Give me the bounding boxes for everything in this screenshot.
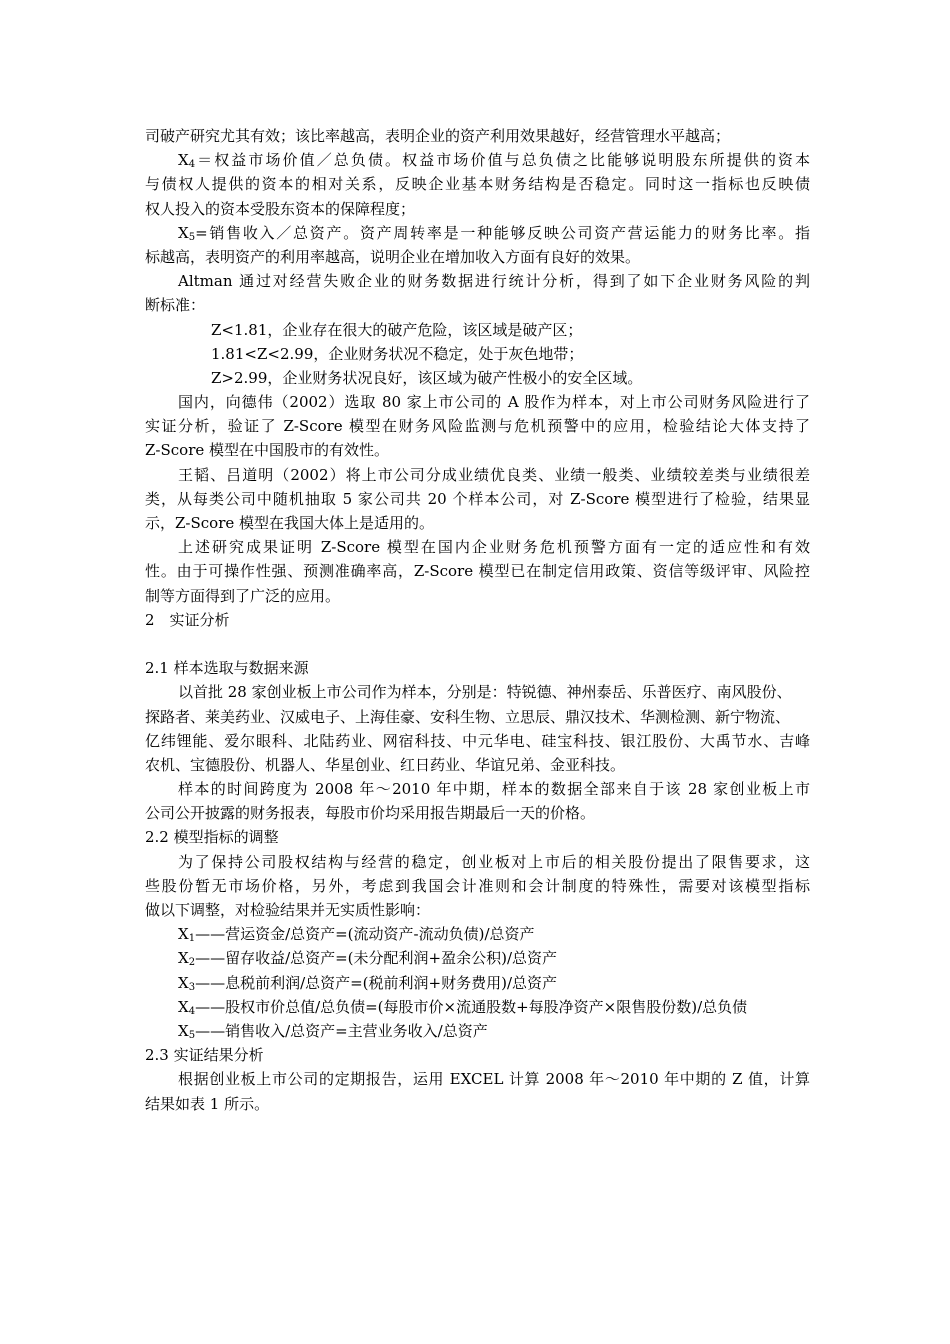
formula-x4: $X_4——$股权市价总值/总负债=(每股市价×流通股数+每股净资产×限售股份数)/总负债: [178, 997, 748, 1017]
paragraph-line: 公司公开披露的财务报表，每股市价均采用报告期最后一天的价格。: [145, 804, 596, 823]
variable-x4: $X_4$: [178, 151, 196, 171]
paragraph-line: 性。由于可操作性强、预测准确率高，Z-Score 模型已在制定信用政策、资信等级评审、风险控: [145, 562, 810, 581]
paragraph-line: 国内，向德伟（2002）选取 80 家上市公司的 A 股作为样本，对上市公司财务风险进行了: [178, 393, 810, 412]
paragraph-line: 结果如表 1 所示。: [145, 1094, 270, 1113]
paragraph-line: 做以下调整，对检验结果并无实质性影响：: [145, 901, 431, 919]
paragraph-line: 实证分析，验证了 Z-Score 模型在财务风险监测与危机预警中的应用，检验结论大体支持了: [145, 417, 810, 436]
paragraph-line: 王韬、吕道明（2002）将上市公司分成业绩优良类、业绩一般类、业绩较差类与业绩很差: [178, 465, 810, 484]
paragraph-line: 为了保持公司股权结构与经营的稳定，创业板对上市后的相关股份提出了限售要求，这: [178, 852, 810, 871]
paragraph-x5-line: $X_5=$销售收入／总资产。资产周转率是一种能够反映公司资产营运能力的财务比率。指: [178, 223, 810, 243]
paragraph-line: Altman 通过对经营失败企业的财务数据进行统计分析，得到了如下企业财务风险的判: [178, 272, 810, 291]
paragraph-line: 断标准：: [145, 296, 206, 315]
paragraph-line: 上述研究成果证明 Z-Score 模型在国内企业财务危机预警方面有一定的适应性和有效: [178, 538, 810, 557]
criterion-bankrupt: Z<1.81，企业存在很大的破产危险，该区域是破产区；: [211, 320, 583, 339]
paragraph-line: 与债权人提供的资本的相对关系，反映企业基本财务结构是否稳定。同时这一指标也反映债: [145, 175, 810, 194]
paragraph-line: Z-Score 模型在中国股市的有效性。: [145, 441, 390, 460]
document-body: [145, 124, 810, 1116]
section-heading-2-1: 2.1 样本选取与数据来源: [145, 659, 309, 678]
formula-x1: $X_1——$营运资金/总资产=(流动资产-流动负债)/总资产: [178, 925, 535, 945]
blank-line: [145, 632, 810, 656]
paragraph-line: 根据创业板上市公司的定期报告，运用 EXCEL 计算 2008 年～2010 年中期的 Z 值，计算: [178, 1070, 810, 1089]
paragraph-line: 类，从每类公司中随机抽取 5 家公司共 20 个样本公司，对 Z-Score 模型进行了检验，结果显: [145, 489, 810, 508]
formula-x5: $X_5——$销售收入/总资产=主营业务收入/总资产: [178, 1021, 488, 1041]
paragraph-line: 样本的时间跨度为 2008 年～2010 年中期，样本的数据全部来自于该 28 家创业板上市: [178, 780, 810, 799]
paragraph-line: 标越高，表明资产的利用率越高，说明企业在增加收入方面有良好的效果。: [145, 247, 641, 266]
paragraph-line: 制等方面得到了广泛的应用。: [145, 586, 341, 605]
paragraph-line: 些股份暂无市场价格，另外，考虑到我国会计准则和会计制度的特殊性，需要对该模型指标: [145, 876, 810, 895]
section-heading-2-2: 2.2 模型指标的调整: [145, 828, 279, 847]
paragraph-line: 亿纬锂能、爱尔眼科、北陆药业、网宿科技、中元华电、硅宝科技、银江股份、大禹节水、吉峰: [145, 731, 810, 750]
criterion-safe: Z>2.99，企业财务状况良好，该区域为破产性极小的安全区域。: [211, 368, 643, 387]
criterion-grey: 1.81<Z<2.99，企业财务状况不稳定，处于灰色地带；: [211, 344, 584, 363]
formula-x2: $X_2——$留存收益/总资产=(未分配利润+盈余公积)/总资产: [178, 949, 558, 969]
paragraph-line: 以首批 28 家创业板上市公司作为样本，分别是：特锐德、神州泰岳、乐普医疗、南风股份、: [178, 683, 792, 702]
paragraph-x4-line: $X_4=$权益市场价值／总负债。权益市场价值与总负债之比能够说明股东所提供的资本: [178, 151, 810, 171]
paragraph-line: 司破产研究尤其有效；该比率越高，表明企业的资产利用效果越好，经营管理水平越高；: [145, 127, 731, 145]
variable-x5: $X_5$: [178, 223, 196, 243]
section-heading-2: 2 实证分析: [145, 610, 230, 629]
section-heading-2-3: 2.3 实证结果分析: [145, 1046, 264, 1065]
paragraph-line: 探路者、莱美药业、汉威电子、上海佳豪、安科生物、立思辰、鼎汉技术、华测检测、新宁物流、: [145, 707, 791, 726]
paragraph-line: 示，Z-Score 模型在我国大体上是适用的。: [145, 514, 435, 532]
paragraph-line: 权人投入的资本受股东资本的保障程度；: [145, 199, 416, 218]
paragraph-line: 农机、宝德股份、机器人、华星创业、红日药业、华谊兄弟、金亚科技。: [145, 755, 626, 774]
formula-x3: $X_3——$息税前利润/总资产=(税前利润+财务费用)/总资产: [178, 973, 558, 993]
